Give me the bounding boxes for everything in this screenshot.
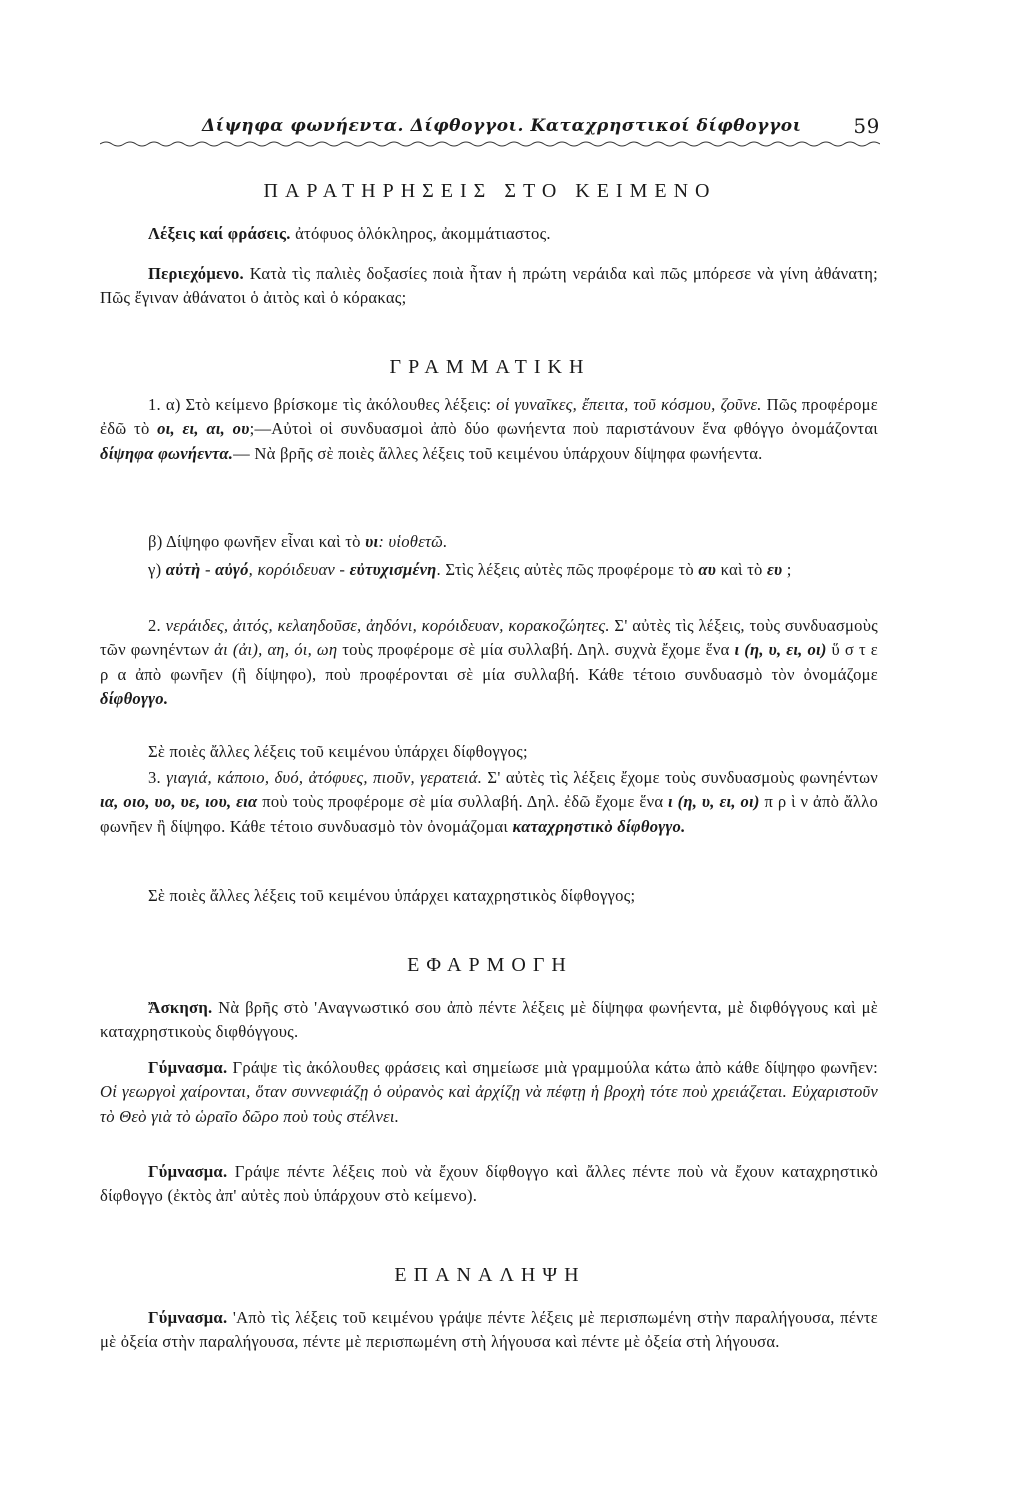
- p1b-word: : υἱοθετῶ.: [378, 532, 448, 551]
- p1b-text: β) Δίψηφο φωνῆεν εἶναι καὶ τὸ: [148, 532, 366, 551]
- grammar-paragraph-3-question: Σὲ ποιὲς ἄλλες λέξεις τοῦ κειμένου ὑπάρχει καταχρηστικὸς δίφθογγος;: [148, 886, 636, 905]
- p2-text-2: τοὺς προφέρομε σὲ μία συλλαβή. Δηλ. συχνὰ ἔχομε ἕνα: [337, 640, 735, 660]
- p1a-text-3: ;—Αὐτοὶ οἱ συνδυασμοὶ ἀπὸ δύο φωνήεντα ποὺ παριστάνουν ἕνα φθόγγο ὀνομάζονται: [249, 419, 878, 439]
- p1g-dash: -: [200, 560, 216, 579]
- grammar-paragraph-1b: [100, 530, 878, 554]
- p1a-term: δίψηφα φωνήεντα.: [100, 443, 234, 463]
- lexeis-text: ἀτόφυος ὁλόκληρος, ἀκομμάτιαστος.: [290, 224, 551, 243]
- p2-text-3: ὕ σ τ ε ρ α ἀπὸ φωνῆεν (ἢ δίψηφο), ποὺ προφέρονται σὲ μία συλλαβή. Κάθε τέτοιο συνδυασμὸ τὸν ὀνομάζομε: [100, 640, 878, 684]
- p1b-ui: υι: [365, 532, 379, 551]
- p2-example-words: νεράιδες, ἀιτός, κελαηδοῦσε, ἀηδόνι, κορόιδευαν, κορακοζώητες.: [165, 616, 610, 635]
- p2-term: δίφθογγο.: [100, 689, 169, 709]
- p1g-question: . Στὶς λέξεις αὐτὲς πῶς προφέρομε τὸ: [436, 560, 699, 579]
- epanalipsi-text: 'Απὸ τὶς λέξεις τοῦ κειμένου γράψε πέντε λέξεις μὲ περισπωμένη στὴν παραλήγουσα, πέντε μὲ ὀξεία στὴν παραλήγουσα, πέντε μὲ περισπωμένη στὴ λήγουσα καὶ πέντε μὲ ὀξεία στὴ λήγουσα.: [100, 1308, 878, 1352]
- gymnasma-2-text: Γράψε πέντε λέξεις ποὺ νὰ ἔχουν δίφθογγο καὶ ἄλλες πέντε ποὺ νὰ ἔχουν καταχρηστικὸ δίφθογγο (ἐκτὸς ἀπ' αὐτὲς ποὺ ὑπάρχουν στὸ κείμενο).: [100, 1162, 878, 1206]
- gymnasma-2-label: Γύμνασμα.: [148, 1162, 228, 1181]
- p1a-example-words: οἱ γυναῖκες, ἔπειτα, τοῦ κόσμου, ζοῦνε.: [496, 395, 762, 414]
- p1a-text: 1. α) Στὸ κείμενο βρίσκομε τὶς ἀκόλουθες λέξεις:: [148, 395, 497, 414]
- p1g-and: καὶ τὸ: [716, 560, 767, 579]
- p3-combos: ια, οιο, υο, υε, ιου, εια: [100, 792, 258, 812]
- epanalipsi-label: Γύμνασμα.: [148, 1308, 228, 1327]
- p3-term: καταχρηστικὸ δίφθογγο.: [512, 816, 686, 836]
- gymnasma-1-paragraph: [100, 1056, 878, 1129]
- p3-text-3: π ρ ὶ ν ἀπὸ ἄλλο φωνῆεν ἢ δίψηφο. Κάθε τέτοιο συνδυασμὸ τὸν ὀνομάζομαι: [100, 792, 878, 836]
- lexeis-label: Λέξεις καί φράσεις.: [148, 224, 291, 243]
- p3-number: 3.: [148, 768, 167, 787]
- p3-text-2: ποὺ τοὺς προφέρομε σὲ μία συλλαβή. Δηλ. ἐδῶ ἔχομε ἕνα: [257, 792, 669, 812]
- p1a-text-2: Πῶς προφέρομε ἐδῶ τὸ: [100, 395, 878, 439]
- periexomeno-label: Περιεχόμενο.: [148, 264, 244, 283]
- p1g-word-4: εὐτυχισμένη: [349, 560, 437, 579]
- gymnasma-2-paragraph: [100, 1160, 878, 1209]
- section-heading-grammatiki: ΓΡΑΜΜΑΤΙΚΗ: [389, 356, 591, 378]
- p2-letters: ι (η, υ, ει, οι): [734, 640, 827, 660]
- p1a-text-4: — Νὰ βρῆς σὲ ποιὲς ἄλλες λέξεις τοῦ κειμένου ὑπάρχουν δίψηφα φωνήεντα.: [233, 443, 763, 463]
- epanalipsi-paragraph: [100, 1306, 878, 1355]
- section-heading-epanalipsi: ΕΠΑΝΑΛΗΨΗ: [394, 1264, 586, 1286]
- gymnasma-1-sentences: Οἱ γεωργοὶ χαίρονται, ὅταν συννεφιάζῃ ὁ οὐρανὸς καὶ ἀρχίζῃ νὰ πέφτῃ ἡ βροχὴ τότε ποὺ χρειάζεται. Εὐχαριστοῦν τὸ Θεὸ γιὰ τὸ ὡραῖο δῶρο ποὺ τοὺς στέλνει.: [100, 1082, 878, 1126]
- p2-combos: ἀι (ἀι), αη, όι, ωη: [214, 640, 338, 660]
- askisi-label: Ἄσκηση.: [148, 998, 213, 1017]
- p2-text-1: Σ' αὐτὲς τὶς λέξεις, τοὺς συνδυασμοὺς τῶν φωνηέντων: [100, 616, 879, 660]
- p1g-word-2: αὐγό: [215, 560, 249, 579]
- periexomeno-paragraph: [100, 262, 878, 311]
- grammar-paragraph-1a: [100, 393, 878, 466]
- p1a-digraphs: οι, ει, αι, ου: [157, 419, 250, 439]
- page-number: 59: [853, 114, 880, 138]
- header-wavy-rule: [100, 140, 880, 150]
- grammar-paragraph-2: [100, 614, 878, 712]
- p3-text-1: Σ' αὐτὲς τὶς λέξεις ἔχομε τοὺς συνδυασμοὺς φωνηέντων: [482, 768, 879, 787]
- p1g-label: γ): [148, 560, 166, 579]
- p3-letters: ι (η, υ, ει, οι): [668, 792, 760, 812]
- p3-example-words: γιαγιά, κάποιο, δυό, ἀτόφυες, πιοῦν, γερατειά.: [166, 768, 483, 787]
- p1g-qmark: ;: [782, 560, 792, 579]
- section-heading-efarmogi: ΕΦΑΡΜΟΓΗ: [407, 954, 573, 976]
- running-title: Δίψηφα φωνήεντα. Δίφθογγοι. Καταχρηστικοί δίφθογγοι: [202, 116, 802, 136]
- askisi-text: Νὰ βρῆς στὸ 'Αναγνωστικό σου ἀπὸ πέντε λέξεις μὲ δίψηφα φωνήεντα, μὲ διφθόγγους καὶ μὲ καταχρηστικοὺς διφθόγγους.: [100, 998, 878, 1042]
- gymnasma-1-label: Γύμνασμα.: [148, 1058, 228, 1077]
- p1g-word-1: αὐτὴ: [165, 560, 201, 579]
- grammar-paragraph-1g: [100, 558, 878, 582]
- gymnasma-1-text: Γράψε τὶς ἀκόλουθες φράσεις καὶ σημείωσε μιὰ γραμμούλα κάτω ἀπὸ κάθε δίψηφο φωνῆεν:: [227, 1058, 878, 1077]
- p1g-word-3: , κορόιδευαν -: [248, 560, 350, 579]
- p2-number: 2.: [148, 616, 166, 635]
- periexomeno-text: Κατὰ τὶς παλιὲς δοξασίες ποιὰ ἦταν ἡ πρώτη νεράιδα καὶ πῶς μπόρεσε νὰ γίνη ἀθάνατη; Πῶς ἔγιναν ἀθάνατοι ὁ ἀιτὸς καὶ ὁ κόρακας;: [100, 264, 878, 308]
- lexeis-paragraph: [100, 222, 878, 246]
- grammar-paragraph-2-question: Σὲ ποιὲς ἄλλες λέξεις τοῦ κειμένου ὑπάρχει δίφθογγος;: [148, 742, 528, 761]
- askisi-paragraph: [100, 996, 878, 1045]
- p1g-eu: ευ: [766, 560, 783, 579]
- grammar-paragraph-3: [100, 766, 878, 839]
- p1g-au: αυ: [698, 560, 717, 579]
- section-heading-paratiriseis: ΠΑΡΑΤΗΡΗΣΕΙΣ ΣΤΟ ΚΕΙΜΕΝΟ: [263, 180, 717, 202]
